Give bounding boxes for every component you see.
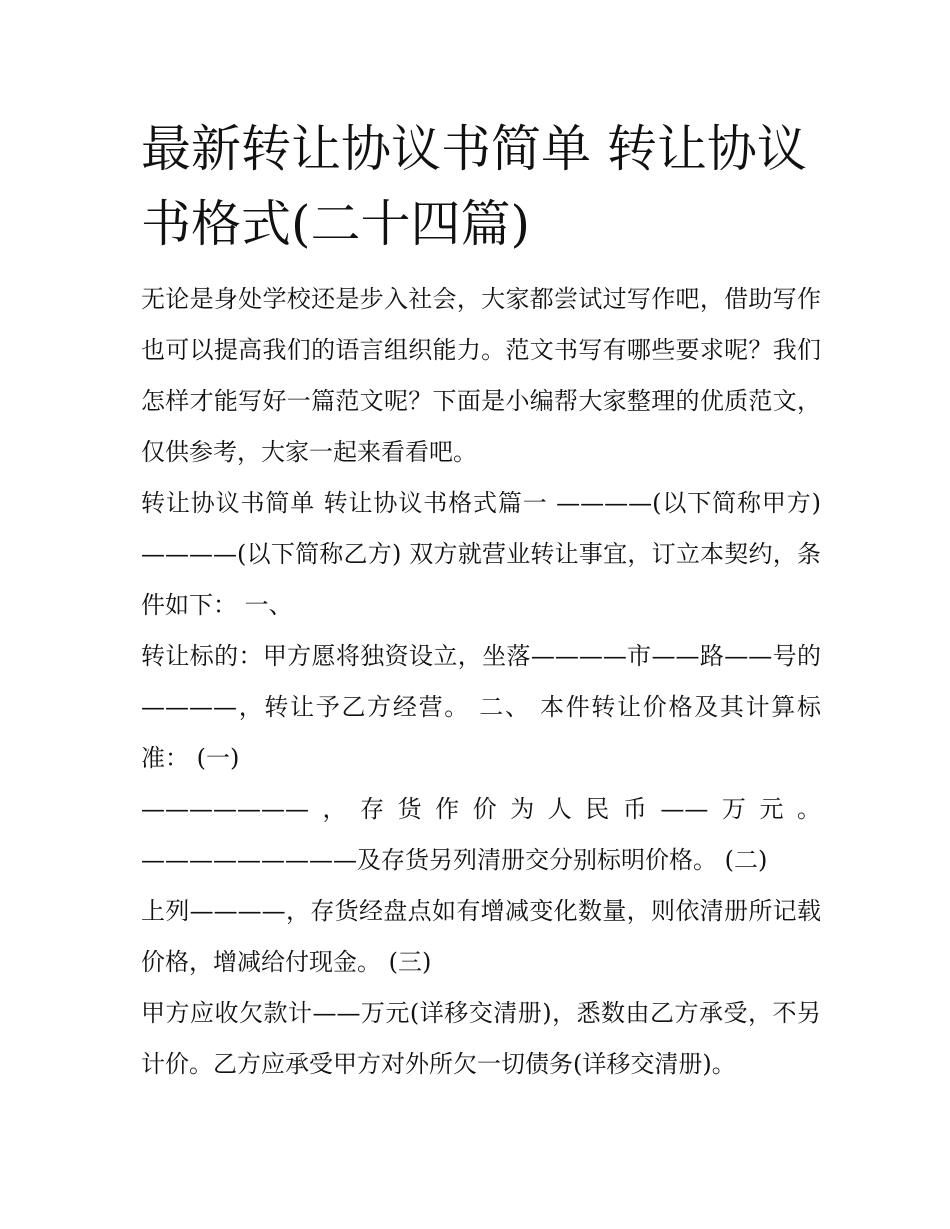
paragraph-transfer-object: 转让标的：甲方愿将独资设立，坐落————市——路——号的————，转让予乙方经营。 二、 本件转让价格及其计算标准： (一) <box>141 642 821 772</box>
paragraph-receivables-debts: 甲方应收欠款计——万元(详移交清册)，悉数由乙方承受，不另计价。乙方应承受甲方对外所欠一切债务(详移交清册)。 <box>141 999 821 1078</box>
document-body <box>141 274 829 1090</box>
document-title: 最新转让协议书简单 转让协议书格式(二十四篇) <box>141 120 807 253</box>
paragraph-intro: 无论是身处学校还是步入社会，大家都尝试过写作吧，借助写作也可以提高我们的语言组织能力。范文书写有哪些要求呢？我们怎样才能写好一篇范文呢？下面是小编帮大家整理的优质范文，仅供参考，大家一起来看看吧。 <box>141 285 821 466</box>
paragraph-inventory-price: ———————，存货作价为人民币——万元。—————————及存货另列清册交分别标明价格。 (二) <box>141 795 821 874</box>
paragraph-inventory-adjustment: 上列————，存货经盘点如有增减变化数量，则依清册所记载价格，增减给付现金。 (三) <box>141 897 821 976</box>
paragraph-parties: 转让协议书简单 转让协议书格式篇一 ————(以下简称甲方) ————(以下简称乙方) 双方就营业转让事宜，订立本契约，条件如下： 一、 <box>141 489 829 619</box>
